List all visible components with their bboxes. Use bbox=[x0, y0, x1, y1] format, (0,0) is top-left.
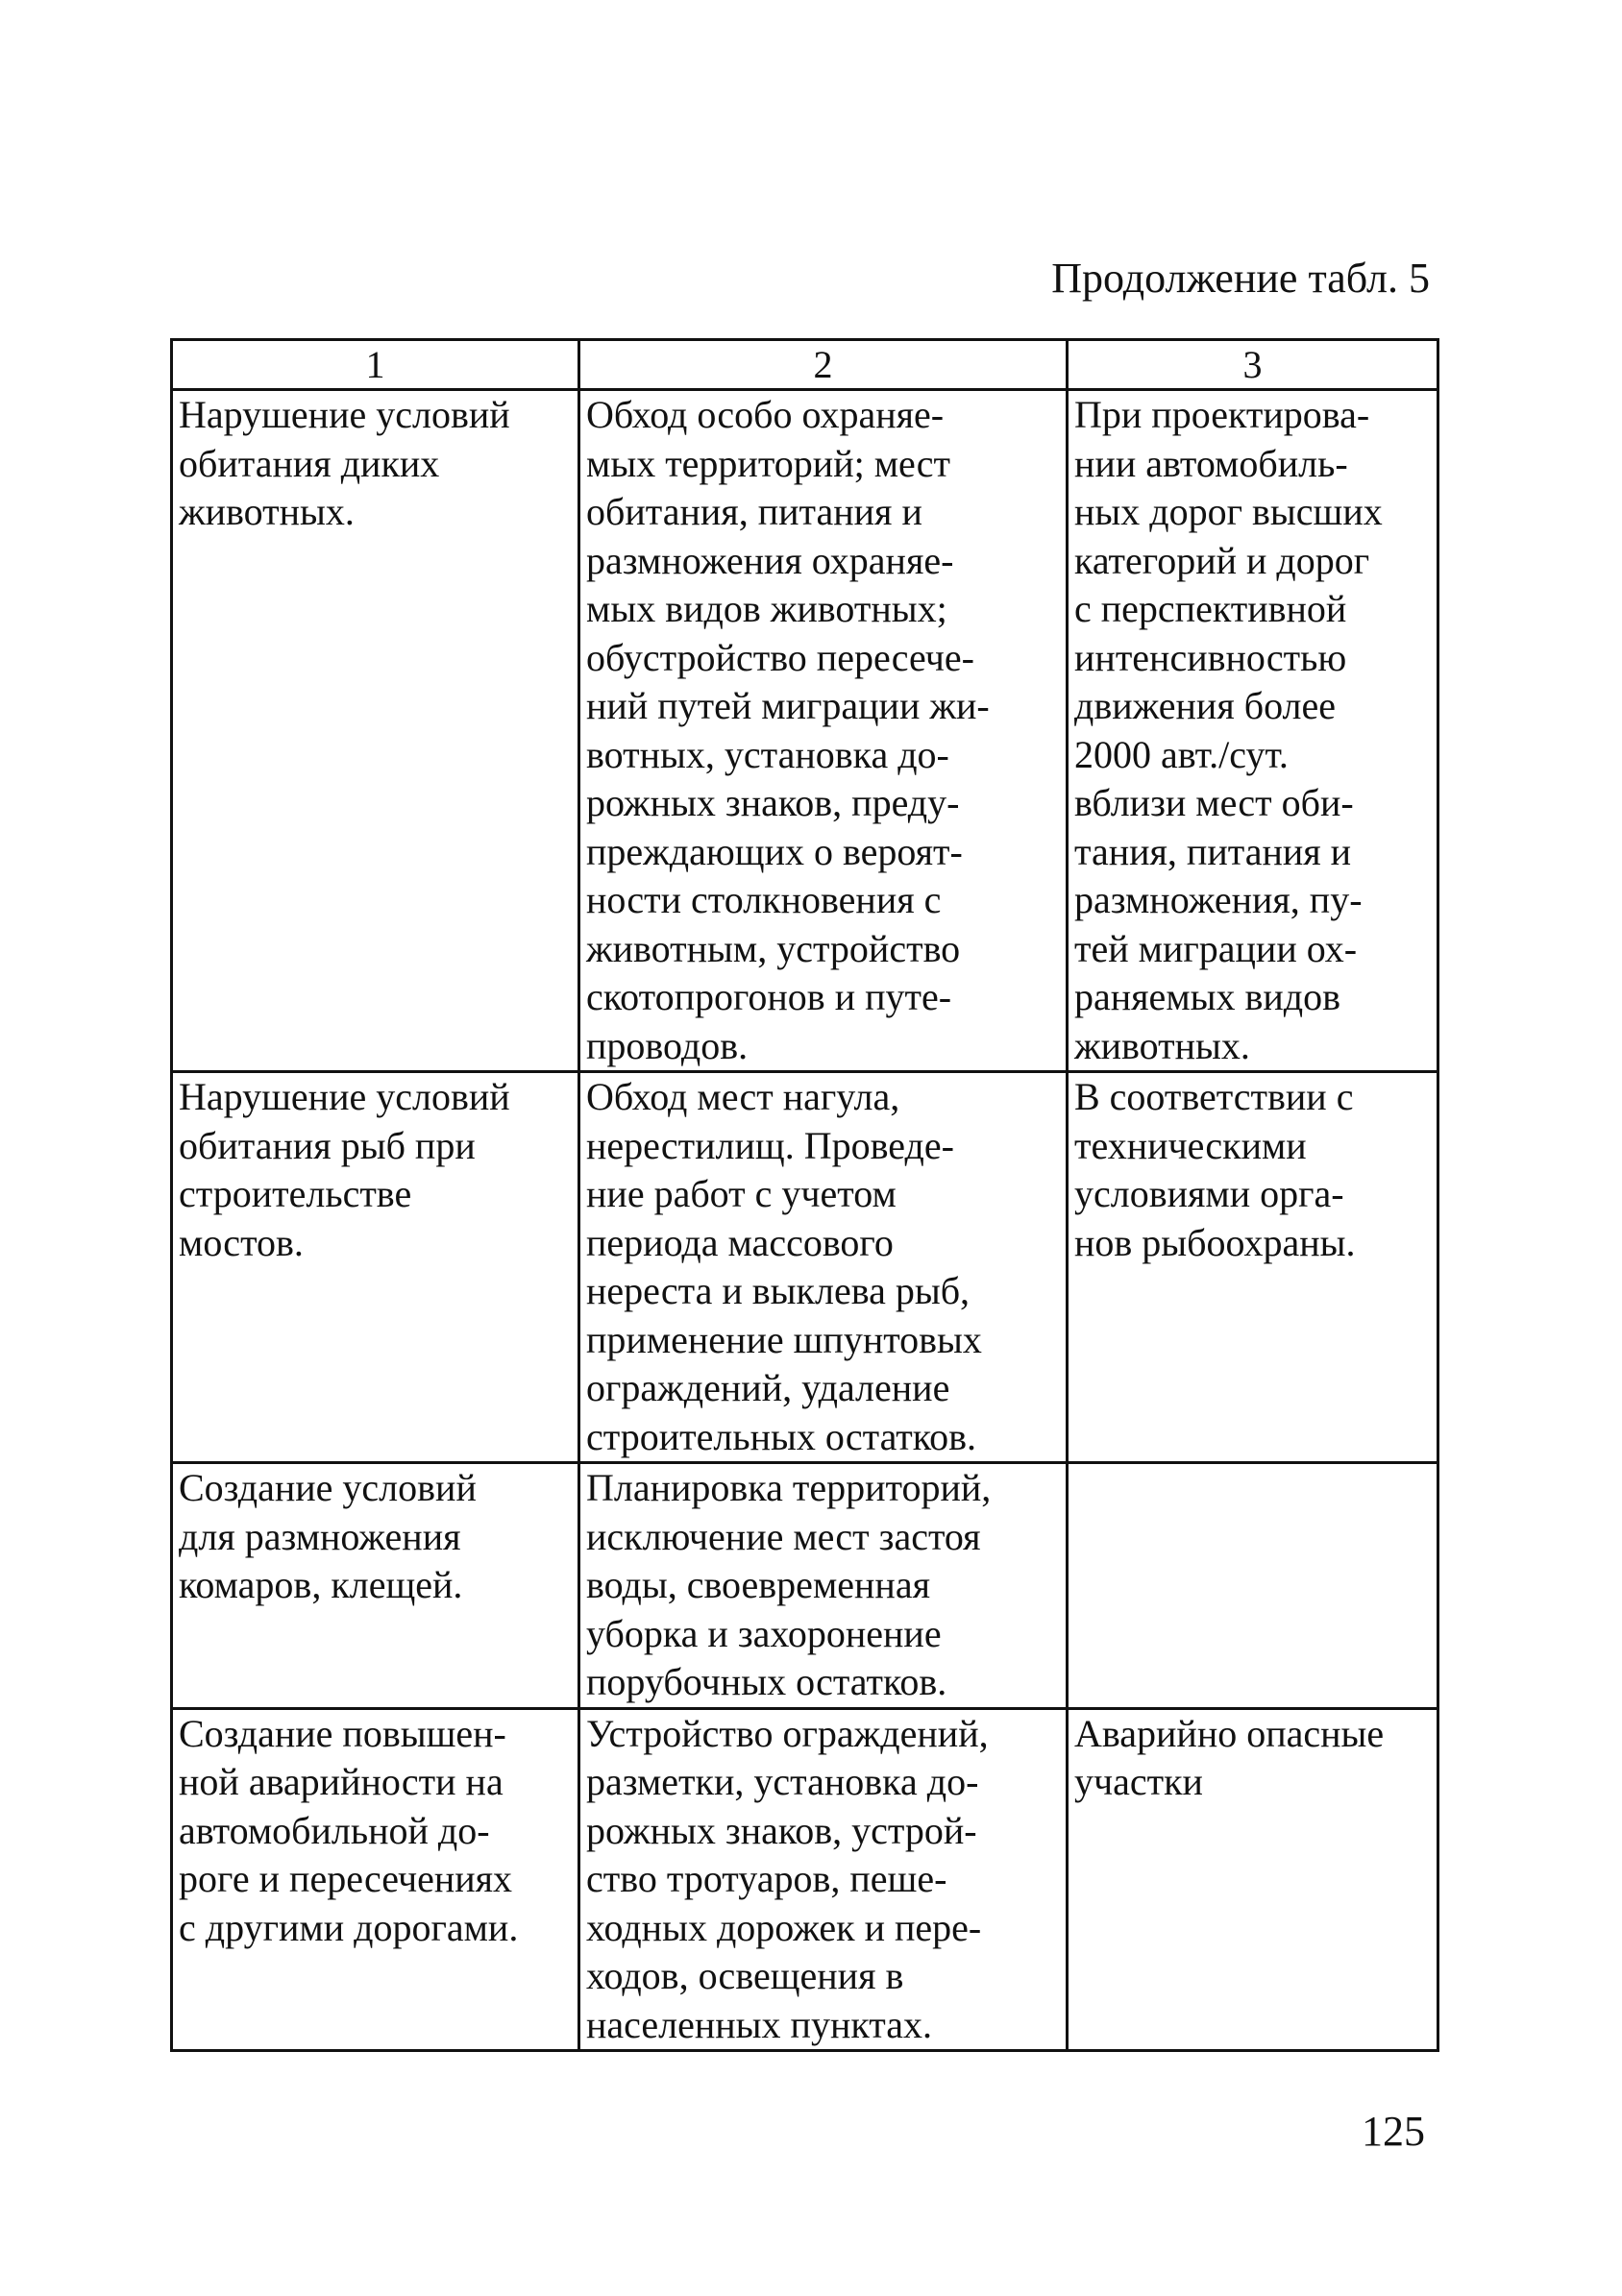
cell-text-line: с другими дорогами. bbox=[179, 1905, 519, 1949]
cell-text-line: периода массового bbox=[586, 1220, 894, 1264]
cell-text-line: нереста и выклева рыб, bbox=[586, 1269, 971, 1312]
column-number-1: 1 bbox=[172, 340, 579, 390]
column-number-2: 2 bbox=[579, 340, 1068, 390]
table-row bbox=[172, 1463, 1438, 1709]
cell-text-line: В соответствии с bbox=[1074, 1075, 1354, 1118]
cell-text-line: ности столкновения с bbox=[586, 878, 942, 921]
cell-text-line: рожных знаков, преду- bbox=[586, 781, 960, 824]
cell-text-line: животным, устройство bbox=[586, 926, 961, 970]
cell-text-line: ние работ с учетом bbox=[586, 1172, 897, 1215]
cell-text-line: интенсивностью bbox=[1074, 635, 1347, 679]
cell-text-line: ной аварийности на bbox=[179, 1760, 504, 1803]
impact-cell bbox=[172, 1072, 579, 1463]
column-number-3: 3 bbox=[1068, 340, 1438, 390]
cell-text-line: нерестилищ. Проведе- bbox=[586, 1123, 954, 1167]
cell-text-line: Устройство ограждений, bbox=[586, 1711, 989, 1755]
cell-text-line: нов рыбоохраны. bbox=[1074, 1220, 1356, 1264]
cell-text-line: 2000 авт./сут. bbox=[1074, 732, 1289, 776]
cell-text-line: тания, питания и bbox=[1074, 829, 1352, 873]
conditions-cell bbox=[1068, 1072, 1438, 1463]
cell-text-line: уборка и захоронение bbox=[586, 1611, 942, 1655]
cell-text-line: размножения охраняе- bbox=[586, 538, 954, 582]
cell-text-line: ных дорог высших bbox=[1074, 490, 1383, 533]
cell-text-line: ний путей миграции жи- bbox=[586, 684, 990, 727]
cell-text-line: комаров, клещей. bbox=[179, 1563, 463, 1606]
cell-text-line: скотопрогонов и путе- bbox=[586, 975, 952, 1018]
impact-cell bbox=[172, 1708, 579, 2051]
cell-text-line: категорий и дорог bbox=[1074, 538, 1370, 582]
cell-text-line: При проектирова- bbox=[1074, 393, 1370, 436]
cell-text-line: животных. bbox=[1074, 1023, 1250, 1067]
cell-text-line: населенных пунктах. bbox=[586, 2002, 932, 2046]
cell-text-line: обитания, питания и bbox=[586, 490, 922, 533]
cell-text-line: мых видов животных; bbox=[586, 587, 947, 630]
measures-cell bbox=[579, 390, 1068, 1072]
conditions-cell bbox=[1068, 390, 1438, 1072]
cell-text-line: тей миграции ох- bbox=[1074, 926, 1358, 970]
measures-cell bbox=[579, 1463, 1068, 1709]
cell-text-line: ограждений, удаление bbox=[586, 1366, 950, 1409]
cell-text-line: для размножения bbox=[179, 1514, 461, 1558]
cell-text-line: Обход мест нагула, bbox=[586, 1075, 900, 1118]
conditions-cell bbox=[1068, 1708, 1438, 2051]
cell-text-line: мых территорий; мест bbox=[586, 441, 951, 485]
table-row bbox=[172, 390, 1438, 1072]
measures-table bbox=[170, 338, 1439, 2052]
table-continuation-caption: Продолжение табл. 5 bbox=[1051, 255, 1430, 302]
cell-text-line: вблизи мест оби- bbox=[1074, 781, 1354, 824]
cell-text-line: обитания рыб при bbox=[179, 1123, 476, 1167]
page-number: 125 bbox=[1362, 2108, 1425, 2155]
cell-text-line: преждающих о вероят- bbox=[586, 829, 963, 873]
cell-text-line: мостов. bbox=[179, 1220, 304, 1264]
cell-text-line: воды, своевременная bbox=[586, 1563, 930, 1606]
cell-text-line: условиями орга- bbox=[1074, 1172, 1344, 1215]
measures-cell bbox=[579, 1072, 1068, 1463]
table-header-row bbox=[172, 340, 1438, 390]
measures-cell bbox=[579, 1708, 1068, 2051]
impact-cell bbox=[172, 1463, 579, 1709]
cell-text-line: применение шпунтовых bbox=[586, 1317, 982, 1361]
table-row bbox=[172, 1072, 1438, 1463]
cell-text-line: размножения, пу- bbox=[1074, 878, 1363, 921]
cell-text-line: движения более bbox=[1074, 684, 1337, 727]
cell-text-line: обитания диких bbox=[179, 441, 440, 485]
cell-text-line: Нарушение условий bbox=[179, 1075, 510, 1118]
impact-cell bbox=[172, 390, 579, 1072]
conditions-cell bbox=[1068, 1463, 1438, 1709]
cell-text-line: раняемых видов bbox=[1074, 975, 1341, 1018]
cell-text-line: ходных дорожек и пере- bbox=[586, 1905, 982, 1949]
cell-text-line: строительных остатков. bbox=[586, 1414, 977, 1458]
cell-text-line: Аварийно опасные bbox=[1074, 1711, 1385, 1755]
cell-text-line: ходов, освещения в bbox=[586, 1954, 904, 1997]
cell-text-line: автомобильной до- bbox=[179, 1808, 490, 1852]
cell-text-line: с перспективной bbox=[1074, 587, 1347, 630]
cell-text-line: участки bbox=[1074, 1760, 1203, 1803]
cell-text-line: обустройство пересече- bbox=[586, 635, 974, 679]
cell-text-line: Создание повышен- bbox=[179, 1711, 506, 1755]
cell-text-line: проводов. bbox=[586, 1023, 749, 1067]
cell-text-line: нии автомобиль- bbox=[1074, 441, 1348, 485]
cell-text-line: Обход особо охраняе- bbox=[586, 393, 945, 436]
cell-text-line: ство тротуаров, пеше- bbox=[586, 1857, 947, 1900]
cell-text-line: животных. bbox=[179, 490, 355, 533]
cell-text-line: вотных, установка до- bbox=[586, 732, 949, 776]
cell-text-line: Создание условий bbox=[179, 1466, 477, 1509]
cell-text-line: исключение мест застоя bbox=[586, 1514, 981, 1558]
cell-text-line: рожных знаков, устрой- bbox=[586, 1808, 977, 1852]
cell-text-line: разметки, установка до- bbox=[586, 1760, 979, 1803]
cell-text-line: строительстве bbox=[179, 1172, 412, 1215]
table-row bbox=[172, 1708, 1438, 2051]
cell-text-line: порубочных остатков. bbox=[586, 1660, 947, 1703]
cell-text-line: техническими bbox=[1074, 1123, 1307, 1167]
cell-text-line: роге и пересечениях bbox=[179, 1857, 513, 1900]
cell-text-line: Нарушение условий bbox=[179, 393, 510, 436]
cell-text-line: Планировка территорий, bbox=[586, 1466, 992, 1509]
